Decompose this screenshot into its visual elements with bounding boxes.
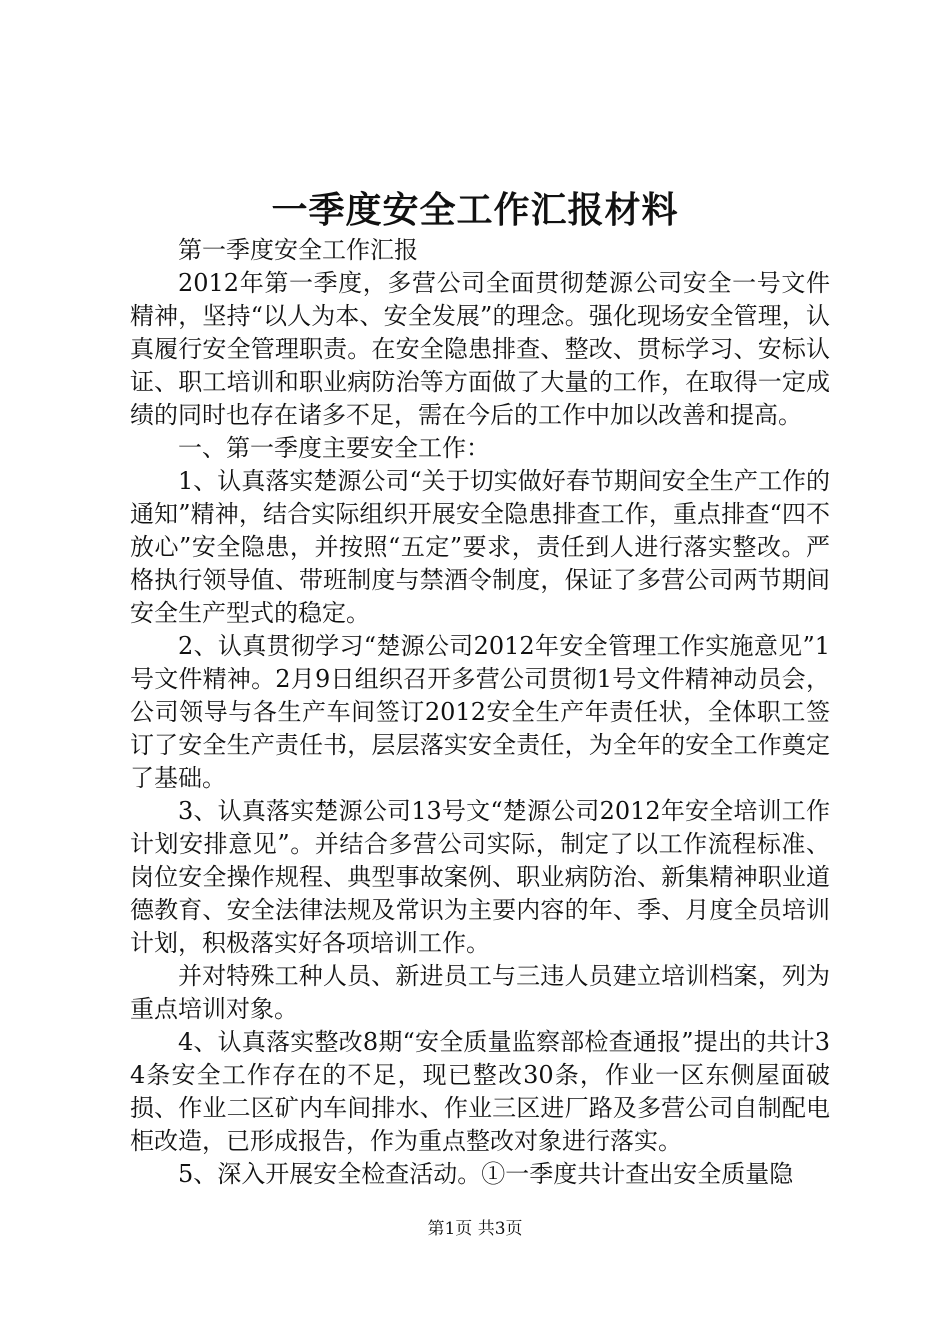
paragraph-item-3: 3、认真落实楚源公司13号文“楚源公司2012年安全培训工作计划安排意见”。并结合多营公司实际，制定了以工作流程标准、岗位安全操作规程、典型事故案例、职业病防治、新集精神职业道德教育、安全法律法规及常识为主要内容的年、季、月度全员培训计划，积极落实好各项培训工作。 [130, 797, 830, 957]
paragraph-item-5: 5、深入开展安全检查活动。①一季度共计查出安全质量隐 [178, 1160, 794, 1188]
document-title: 一季度安全工作汇报材料 [271, 189, 679, 231]
document-body [130, 234, 830, 1191]
paragraph-item-3-continued: 并对特殊工种人员、新进员工与三违人员建立培训档案，列为重点培训对象。 [130, 962, 830, 1023]
paragraph-item-2: 2、认真贯彻学习“楚源公司2012年安全管理工作实施意见”1号文件精神。2月9日组织召开多营公司贯彻1号文件精神动员会，公司领导与各生产车间签订2012安全生产年责任状，全体职工签订了安全生产责任书，层层落实安全责任，为全年的安全工作奠定了基础。 [130, 632, 830, 792]
section-heading: 一、第一季度主要安全工作： [178, 434, 490, 462]
page-footer: 第1页 共3页 [427, 1219, 523, 1239]
paragraph-item-1: 1、认真落实楚源公司“关于切实做好春节期间安全生产工作的通知”精神，结合实际组织开展安全隐患排查工作，重点排查“四不放心”安全隐患，并按照“五定”要求，责任到人进行落实整改。严格执行领导值、带班制度与禁酒令制度，保证了多营公司两节期间安全生产型式的稳定。 [130, 467, 830, 627]
paragraph-item-4: 4、认真落实整改8期“安全质量监察部检查通报”提出的共计34条安全工作存在的不足，现已整改30条，作业一区东侧屋面破损、作业二区矿内车间排水、作业三区进厂路及多营公司自制配电柜改造，已形成报告，作为重点整改对象进行落实。 [130, 1028, 830, 1155]
paragraph-subtitle: 第一季度安全工作汇报 [178, 236, 418, 264]
paragraph-intro: 2012年第一季度，多营公司全面贯彻楚源公司安全一号文件精神，坚持“以人为本、安全发展”的理念。强化现场安全管理，认真履行安全管理职责。在安全隐患排查、整改、贯标学习、安标认证、职工培训和职业病防治等方面做了大量的工作，在取得一定成绩的同时也存在诸多不足，需在今后的工作中加以改善和提高。 [130, 269, 830, 429]
